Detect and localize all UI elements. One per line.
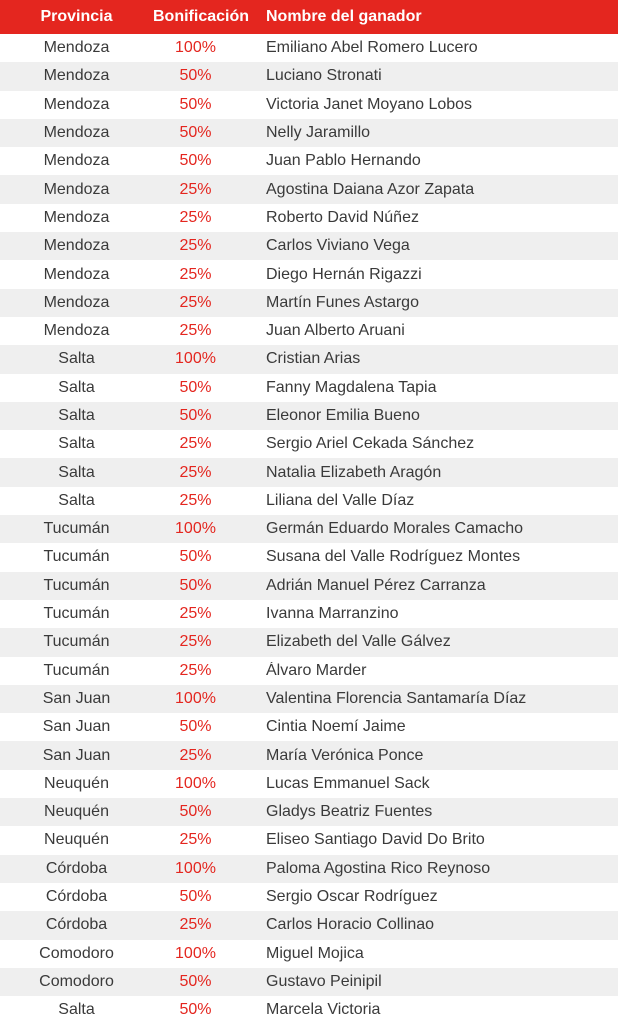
cell-bonificacion: 25%	[179, 322, 212, 340]
header-bonificacion: Bonificación	[153, 8, 250, 25]
cell-nombre: Sergio Ariel Cekada Sánchez	[266, 435, 475, 453]
cell-nombre: María Verónica Ponce	[266, 746, 424, 764]
cell-provincia: Tucumán	[43, 520, 110, 538]
cell-bonificacion: 100%	[175, 859, 216, 877]
cell-provincia: Tucumán	[43, 605, 110, 623]
cell-provincia: Mendoza	[43, 293, 110, 311]
cell-provincia: Tucumán	[43, 548, 110, 566]
cell-provincia: Córdoba	[45, 859, 108, 877]
cell-bonificacion: 25%	[179, 661, 212, 679]
cell-provincia: Córdoba	[45, 888, 108, 906]
table-row	[0, 911, 618, 939]
cell-bonificacion: 50%	[179, 972, 212, 990]
cell-provincia: Mendoza	[43, 237, 110, 255]
cell-nombre: Paloma Agostina Rico Reynoso	[266, 859, 491, 877]
table-row	[0, 62, 618, 90]
cell-provincia: San Juan	[42, 746, 111, 764]
cell-bonificacion: 25%	[179, 491, 212, 509]
cell-provincia: Córdoba	[45, 916, 108, 934]
cell-nombre: Marcela Victoria	[266, 1001, 381, 1019]
cell-provincia: San Juan	[42, 718, 111, 736]
table-row	[0, 34, 618, 62]
table-row	[0, 770, 618, 798]
cell-nombre: Lucas Emmanuel Sack	[266, 774, 430, 792]
cell-bonificacion: 100%	[175, 774, 216, 792]
table-row	[0, 374, 618, 402]
cell-nombre: Victoria Janet Moyano Lobos	[266, 95, 473, 113]
cell-bonificacion: 100%	[175, 39, 216, 57]
cell-nombre: Carlos Viviano Vega	[266, 237, 410, 255]
cell-bonificacion: 100%	[175, 944, 216, 962]
table-row	[0, 402, 618, 430]
cell-nombre: Cristian Arias	[266, 350, 361, 368]
cell-bonificacion: 25%	[179, 605, 212, 623]
cell-provincia: Mendoza	[43, 67, 110, 85]
cell-bonificacion: 50%	[179, 1001, 212, 1019]
cell-bonificacion: 100%	[175, 520, 216, 538]
table-row	[0, 317, 618, 345]
cell-nombre: Nelly Jaramillo	[266, 124, 371, 142]
cell-nombre: Fanny Magdalena Tapia	[266, 378, 437, 396]
cell-provincia: Mendoza	[43, 39, 110, 57]
cell-bonificacion: 50%	[179, 888, 212, 906]
table-header	[0, 0, 618, 34]
cell-bonificacion: 50%	[179, 576, 212, 594]
table-row	[0, 289, 618, 317]
cell-provincia: Comodoro	[39, 972, 114, 990]
cell-provincia: Mendoza	[43, 124, 110, 142]
cell-bonificacion: 50%	[179, 95, 212, 113]
table-row	[0, 996, 618, 1024]
cell-nombre: Diego Hernán Rigazzi	[266, 265, 422, 283]
table-row	[0, 628, 618, 656]
table-body	[0, 34, 618, 1024]
cell-nombre: Roberto David Núñez	[266, 208, 419, 226]
cell-provincia: Tucumán	[43, 576, 110, 594]
table-row	[0, 458, 618, 486]
cell-nombre: Álvaro Marder	[266, 661, 367, 679]
cell-bonificacion: 100%	[175, 689, 216, 707]
cell-bonificacion: 50%	[179, 803, 212, 821]
cell-provincia: Mendoza	[43, 265, 110, 283]
cell-provincia: Mendoza	[43, 322, 110, 340]
table-row	[0, 345, 618, 373]
cell-provincia: Salta	[58, 463, 95, 481]
cell-provincia: Neuquén	[44, 803, 109, 821]
cell-nombre: Eliseo Santiago David Do Brito	[266, 831, 485, 849]
cell-nombre: Elizabeth del Valle Gálvez	[266, 633, 451, 651]
cell-bonificacion: 25%	[179, 831, 212, 849]
cell-bonificacion: 50%	[179, 378, 212, 396]
table-row	[0, 572, 618, 600]
cell-provincia: Tucumán	[43, 661, 110, 679]
table-row	[0, 147, 618, 175]
table-row	[0, 600, 618, 628]
cell-bonificacion: 25%	[179, 435, 212, 453]
table-row	[0, 119, 618, 147]
cell-provincia: Salta	[58, 1001, 95, 1019]
table-row	[0, 175, 618, 203]
header-nombre: Nombre del ganador	[266, 8, 422, 25]
cell-bonificacion: 25%	[179, 916, 212, 934]
table-row	[0, 826, 618, 854]
cell-nombre: Emiliano Abel Romero Lucero	[266, 39, 478, 57]
table-row	[0, 657, 618, 685]
cell-nombre: Gladys Beatriz Fuentes	[266, 803, 433, 821]
cell-bonificacion: 100%	[175, 350, 216, 368]
cell-nombre: Agostina Daiana Azor Zapata	[266, 180, 475, 198]
table-row	[0, 685, 618, 713]
table-row	[0, 204, 618, 232]
table-row	[0, 430, 618, 458]
cell-provincia: Salta	[58, 350, 95, 368]
cell-nombre: Valentina Florencia Santamaría Díaz	[266, 689, 527, 707]
cell-nombre: Liliana del Valle Díaz	[266, 491, 415, 509]
cell-nombre: Luciano Stronati	[266, 67, 382, 85]
table-row	[0, 713, 618, 741]
cell-provincia: Mendoza	[43, 95, 110, 113]
table-row	[0, 798, 618, 826]
cell-nombre: Carlos Horacio Collinao	[266, 916, 435, 934]
cell-bonificacion: 50%	[179, 124, 212, 142]
cell-bonificacion: 25%	[179, 293, 212, 311]
cell-bonificacion: 25%	[179, 265, 212, 283]
cell-bonificacion: 25%	[179, 180, 212, 198]
cell-nombre: Gustavo Peinipil	[266, 972, 382, 990]
table-row	[0, 883, 618, 911]
cell-bonificacion: 50%	[179, 718, 212, 736]
cell-provincia: Salta	[58, 378, 95, 396]
cell-nombre: Germán Eduardo Morales Camacho	[266, 520, 524, 538]
cell-nombre: Juan Alberto Aruani	[266, 322, 405, 340]
cell-provincia: Neuquén	[44, 831, 109, 849]
cell-provincia: Mendoza	[43, 208, 110, 226]
table-row	[0, 741, 618, 769]
cell-bonificacion: 50%	[179, 67, 212, 85]
table-row	[0, 543, 618, 571]
cell-provincia: Neuquén	[44, 774, 109, 792]
table-row	[0, 91, 618, 119]
cell-nombre: Natalia Elizabeth Aragón	[266, 463, 442, 481]
cell-provincia: San Juan	[42, 689, 111, 707]
header-provincia: Provincia	[40, 8, 113, 25]
cell-provincia: Mendoza	[43, 152, 110, 170]
table-row	[0, 232, 618, 260]
cell-nombre: Adrián Manuel Pérez Carranza	[266, 576, 486, 594]
cell-nombre: Susana del Valle Rodríguez Montes	[266, 548, 521, 566]
cell-nombre: Sergio Oscar Rodríguez	[266, 888, 438, 906]
cell-nombre: Ivanna Marranzino	[266, 605, 399, 623]
cell-provincia: Salta	[58, 435, 95, 453]
table-row	[0, 487, 618, 515]
cell-bonificacion: 25%	[179, 746, 212, 764]
table-row	[0, 855, 618, 883]
cell-provincia: Salta	[58, 407, 95, 424]
cell-bonificacion: 25%	[179, 633, 212, 651]
cell-bonificacion: 25%	[179, 237, 212, 255]
table-row	[0, 968, 618, 996]
cell-nombre: Eleonor Emilia Bueno	[266, 407, 420, 424]
cell-provincia: Tucumán	[43, 633, 110, 651]
cell-bonificacion: 50%	[179, 548, 212, 566]
cell-nombre: Martín Funes Astargo	[266, 293, 419, 311]
cell-provincia: Mendoza	[43, 180, 110, 198]
table-row	[0, 940, 618, 968]
table-row	[0, 260, 618, 288]
cell-nombre: Juan Pablo Hernando	[266, 152, 421, 170]
table-row	[0, 515, 618, 543]
cell-provincia: Salta	[58, 491, 95, 509]
cell-bonificacion: 25%	[179, 463, 212, 481]
cell-nombre: Miguel Mojica	[266, 944, 364, 962]
cell-provincia: Comodoro	[39, 944, 114, 962]
cell-bonificacion: 50%	[179, 152, 212, 170]
cell-nombre: Cintia Noemí Jaime	[266, 718, 406, 736]
cell-bonificacion: 25%	[179, 208, 212, 226]
cell-bonificacion: 50%	[179, 407, 212, 424]
